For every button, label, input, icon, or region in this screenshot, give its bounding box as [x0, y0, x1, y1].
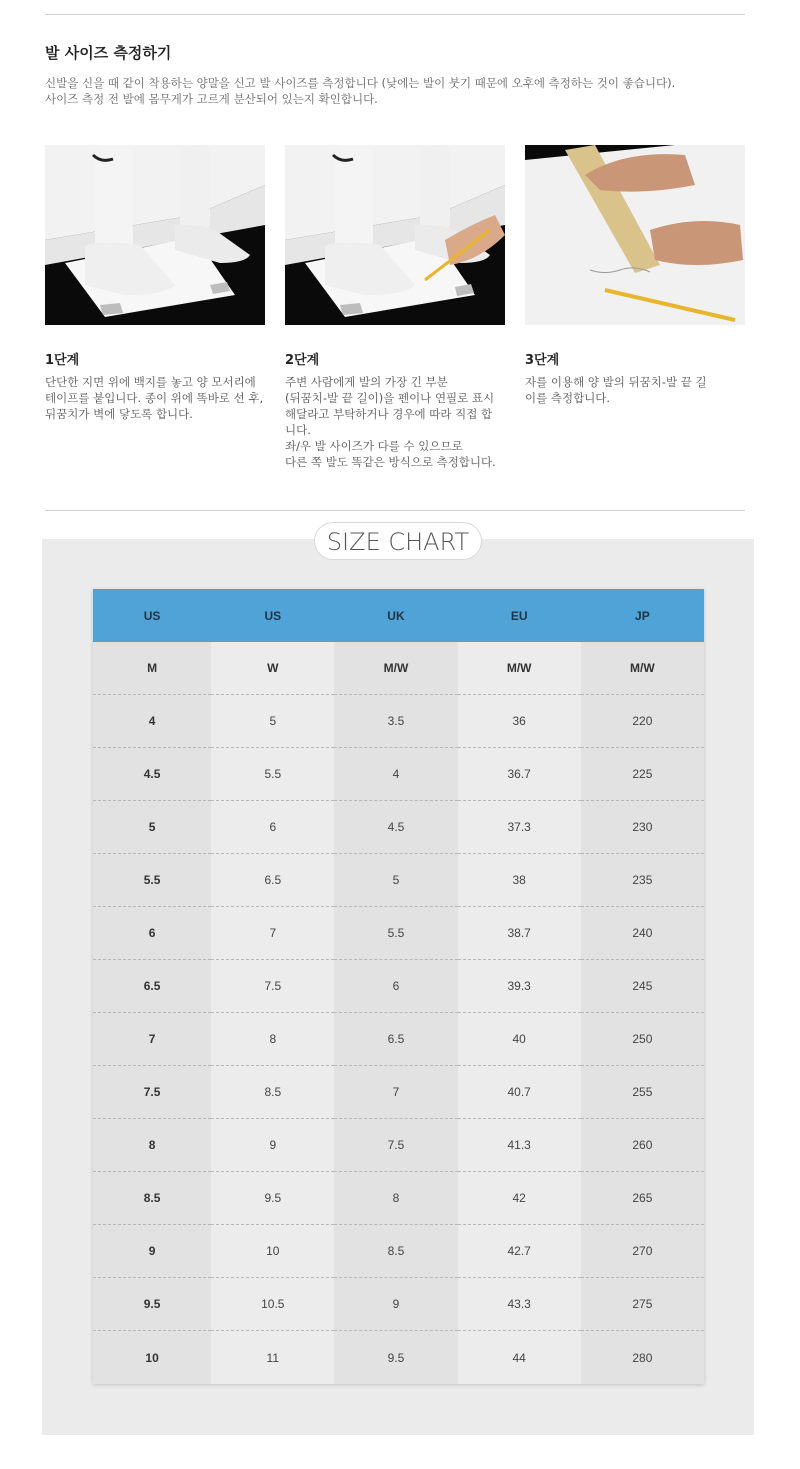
guide-title: 발 사이즈 측정하기	[45, 44, 172, 62]
step-3-line: 이를 측정합니다.	[525, 391, 611, 405]
size-cell: 9	[334, 1278, 457, 1331]
header-cell: UK	[334, 589, 457, 642]
section-divider	[45, 510, 745, 511]
step-1	[45, 145, 265, 421]
table-row	[93, 1331, 704, 1385]
size-cell: 10	[211, 1225, 334, 1278]
step-2-line: 다른 쪽 발도 똑같은 방식으로 측정합니다.	[285, 455, 496, 469]
size-cell: 37.3	[458, 801, 581, 854]
size-chart-title: SIZE CHART	[314, 522, 482, 560]
size-cell: 43.3	[458, 1278, 581, 1331]
size-cell: 41.3	[458, 1119, 581, 1172]
step-1-line: 뒤꿈치가 벽에 닿도록 합니다.	[45, 407, 193, 421]
size-cell: 4	[93, 695, 211, 748]
step-3-label: 3단계	[525, 353, 560, 368]
size-cell: 8	[211, 1013, 334, 1066]
size-cell: 7.5	[334, 1119, 457, 1172]
size-cell: 6.5	[211, 854, 334, 907]
size-cell: 5	[211, 695, 334, 748]
size-cell: 8	[334, 1172, 457, 1225]
size-chart-header-row	[93, 589, 704, 642]
size-cell: 265	[581, 1172, 704, 1225]
size-cell: 10	[93, 1331, 211, 1385]
top-divider	[45, 14, 745, 15]
size-cell: 9	[211, 1119, 334, 1172]
size-cell: 6	[334, 960, 457, 1013]
size-cell: 6	[211, 801, 334, 854]
size-cell: 36.7	[458, 748, 581, 801]
step-2-label: 2단계	[285, 353, 320, 368]
size-cell: 250	[581, 1013, 704, 1066]
subheader-cell: M	[93, 642, 211, 695]
size-cell: 245	[581, 960, 704, 1013]
size-cell: 36	[458, 695, 581, 748]
table-row	[93, 960, 704, 1013]
size-cell: 275	[581, 1278, 704, 1331]
header-cell: US	[93, 589, 211, 642]
table-row	[93, 695, 704, 748]
table-row	[93, 1278, 704, 1331]
table-row	[93, 1172, 704, 1225]
size-cell: 40	[458, 1013, 581, 1066]
size-cell: 7	[93, 1013, 211, 1066]
table-row	[93, 1119, 704, 1172]
size-cell: 8.5	[211, 1066, 334, 1119]
table-row	[93, 748, 704, 801]
size-chart-table	[93, 589, 704, 1384]
size-cell: 7	[334, 1066, 457, 1119]
size-cell: 270	[581, 1225, 704, 1278]
size-cell: 5.5	[334, 907, 457, 960]
step-2-description	[285, 374, 520, 470]
step-3-photo	[525, 145, 745, 325]
step-3-line: 자를 이용해 양 발의 뒤꿈치-발 끝 길	[525, 375, 707, 389]
size-cell: 8.5	[93, 1172, 211, 1225]
step-1-line: 테이프를 붙입니다. 종이 위에 똑바로 선 후,	[45, 391, 264, 405]
size-cell: 5	[93, 801, 211, 854]
subheader-cell: M/W	[458, 642, 581, 695]
size-cell: 260	[581, 1119, 704, 1172]
step-2-line: 해달라고 부탁하거나 경우에 따라 직접 합	[285, 407, 493, 421]
step-2-line: (뒤꿈치-발 끝 길이)을 펜이나 연필로 표시	[285, 391, 495, 405]
size-cell: 44	[458, 1331, 581, 1385]
size-cell: 4	[334, 748, 457, 801]
step-1-description	[45, 374, 280, 422]
step-2-line: 주변 사람에게 발의 가장 긴 부분	[285, 375, 448, 389]
size-cell: 6.5	[93, 960, 211, 1013]
size-cell: 9	[93, 1225, 211, 1278]
size-cell: 42.7	[458, 1225, 581, 1278]
subheader-cell: M/W	[334, 642, 457, 695]
size-cell: 6.5	[334, 1013, 457, 1066]
size-cell: 11	[211, 1331, 334, 1385]
subheader-cell: W	[211, 642, 334, 695]
step-1-photo	[45, 145, 265, 325]
size-cell: 255	[581, 1066, 704, 1119]
size-cell: 5.5	[211, 748, 334, 801]
step-2-line: 좌/우 발 사이즈가 다를 수 있으므로	[285, 439, 463, 453]
step-2-line: 니다.	[285, 423, 311, 437]
size-cell: 225	[581, 748, 704, 801]
header-cell: EU	[458, 589, 581, 642]
header-cell: US	[211, 589, 334, 642]
size-cell: 4.5	[334, 801, 457, 854]
step-3	[525, 145, 745, 405]
size-cell: 40.7	[458, 1066, 581, 1119]
guide-intro	[45, 75, 765, 107]
table-row	[93, 801, 704, 854]
size-cell: 8.5	[334, 1225, 457, 1278]
step-2	[285, 145, 505, 469]
size-cell: 38	[458, 854, 581, 907]
size-cell: 280	[581, 1331, 704, 1385]
size-cell: 235	[581, 854, 704, 907]
table-row	[93, 854, 704, 907]
header-cell: JP	[581, 589, 704, 642]
intro-line: 사이즈 측정 전 발에 몸무게가 고르게 분산되어 있는지 확인합니다.	[45, 92, 378, 106]
size-cell: 5.5	[93, 854, 211, 907]
step-2-photo	[285, 145, 505, 325]
size-cell: 42	[458, 1172, 581, 1225]
step-3-description	[525, 374, 760, 406]
step-1-line: 단단한 지면 위에 백지를 놓고 양 모서리에	[45, 375, 256, 389]
size-cell: 39.3	[458, 960, 581, 1013]
table-row	[93, 1225, 704, 1278]
size-cell: 8	[93, 1119, 211, 1172]
size-cell: 10.5	[211, 1278, 334, 1331]
size-cell: 9.5	[93, 1278, 211, 1331]
table-row	[93, 907, 704, 960]
intro-line: 신발을 신을 때 같이 착용하는 양말을 신고 발 사이즈를 측정합니다 (낮에는 발이 붓기 때문에 오후에 측정하는 것이 좋습니다).	[45, 76, 676, 90]
size-cell: 220	[581, 695, 704, 748]
size-cell: 5	[334, 854, 457, 907]
size-cell: 9.5	[211, 1172, 334, 1225]
size-cell: 9.5	[334, 1331, 457, 1385]
size-cell: 6	[93, 907, 211, 960]
size-chart-subheader-row	[93, 642, 704, 695]
size-cell: 38.7	[458, 907, 581, 960]
table-row	[93, 1013, 704, 1066]
table-row	[93, 1066, 704, 1119]
size-cell: 240	[581, 907, 704, 960]
size-cell: 7.5	[211, 960, 334, 1013]
subheader-cell: M/W	[581, 642, 704, 695]
size-cell: 230	[581, 801, 704, 854]
size-cell: 3.5	[334, 695, 457, 748]
size-cell: 4.5	[93, 748, 211, 801]
step-1-label: 1단계	[45, 353, 80, 368]
size-cell: 7	[211, 907, 334, 960]
size-cell: 7.5	[93, 1066, 211, 1119]
